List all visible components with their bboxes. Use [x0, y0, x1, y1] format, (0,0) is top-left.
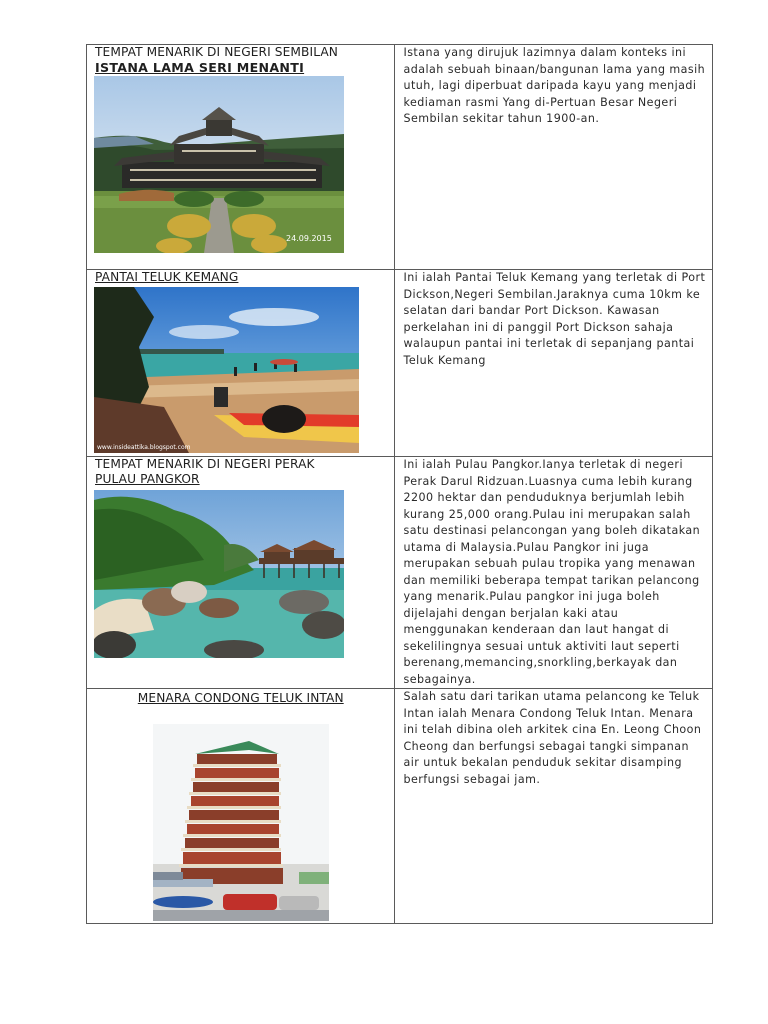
attraction-cell	[87, 45, 395, 270]
attraction-cell	[87, 457, 395, 689]
description-cell	[395, 270, 713, 457]
description-cell	[395, 45, 713, 270]
photo-watermark: www.insideattika.blogspot.com	[97, 444, 191, 451]
attraction-title: ISTANA LAMA SERI MENANTI	[95, 60, 305, 75]
photo-date-stamp: 24.09.2015	[286, 234, 332, 243]
table-row	[87, 689, 713, 924]
table-row	[87, 457, 713, 689]
attractions-table	[86, 44, 713, 924]
description-cell	[395, 689, 713, 924]
attraction-cell	[87, 270, 395, 457]
attraction-cell	[87, 689, 395, 924]
island-photo	[94, 490, 344, 658]
attraction-title: MENARA CONDONG TELUK INTAN	[137, 691, 344, 705]
attraction-title: PANTAI TELUK KEMANG	[95, 270, 239, 284]
attraction-description: Ini ialah Pulau Pangkor.Ianya terletak di negeri Perak Darul Ridzuan.Luasnya cuma lebih kurang 2200 hektar dan penduduknya berjumlah lebih kurang 25,000 orang.Pulau ini merupakan salah satu destinasi pelancongan yang boleh dikatakan utama di Malaysia.Pulau Pangkor ini juga merupakan sebuah pulau tropika yang menawan dan memiliki beberapa tempat tarikan pelancong yang menarik.Pulau pangkor ini juga boleh dijelajahi dengan berjalan kaki atau menggunakan kenderaan dan laut hangat di sekelilingnya sesuai untuk aktiviti laut seperti berenang,memancing,snorkling,berkayak dan sebagainya.	[403, 458, 701, 686]
tower-photo	[153, 724, 329, 921]
attraction-description: Salah satu dari tarikan utama pelancong ke Teluk Intan ialah Menara Condong Teluk Intan. Menara ini telah dibina oleh arkitek cina En. Leong Choon Cheong dan berfungsi sebagai tangki simpanan air untuk bekalan penduduk sekitar disamping berfungsi sebagai jam.	[403, 690, 702, 786]
beach-photo	[94, 287, 359, 453]
attraction-description: Ini ialah Pantai Teluk Kemang yang terletak di Port Dickson,Negeri Sembilan.Jaraknya cuma 10km ke selatan dari bandar Port Dickson. Kawasan perkelahan ini di panggil Port Dickson sahaja walaupun pantai ini terletak di sepanjang pantai Teluk Kemang	[403, 271, 706, 367]
table-row	[87, 45, 713, 270]
description-cell	[395, 457, 713, 689]
attraction-title: PULAU PANGKOR	[95, 472, 200, 486]
attraction-description: Istana yang dirujuk lazimnya dalam konteks ini adalah sebuah binaan/bangunan lama yang masih utuh, lagi diperbuat daripada kayu yang menjadi kediaman rasmi Yang di-Pertuan Besar Negeri Sembilan sekitar tahun 1900-an.	[403, 46, 706, 125]
istana-photo	[94, 76, 344, 253]
section-heading: TEMPAT MENARIK DI NEGERI SEMBILAN	[95, 45, 339, 59]
table-row	[87, 270, 713, 457]
section-heading: TEMPAT MENARIK DI NEGERI PERAK	[95, 457, 315, 471]
